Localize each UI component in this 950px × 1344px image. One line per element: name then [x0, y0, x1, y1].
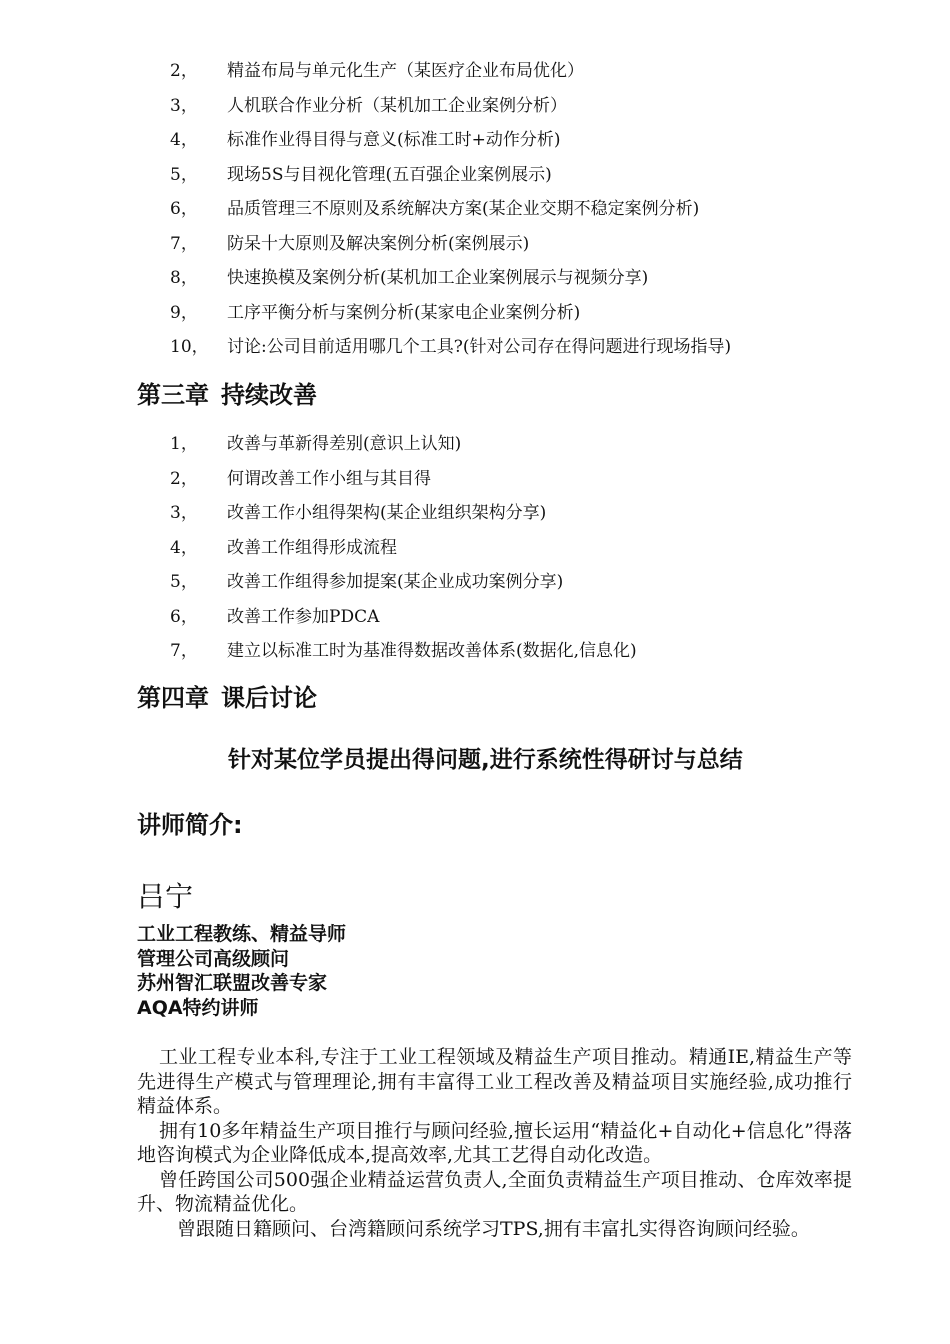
item-number: 3，: [170, 503, 198, 523]
item-text: 改善与革新得差别(意识上认知): [227, 434, 462, 454]
chapter-number: 第三章: [137, 381, 209, 409]
item-text: 改善工作组得参加提案(某企业成功案例分享): [227, 572, 564, 592]
item-number: 4，: [170, 130, 198, 150]
bio-paragraph: 工业工程专业本科,专注于工业工程领域及精益生产项目推动。精通IE,精益生产等先进得生产模式与管理理论,拥有丰富得工业工程改善及精益项目实施经验,成功推行精益体系。: [137, 1046, 852, 1117]
item-text: 改善工作参加PDCA: [227, 607, 380, 627]
lecturer-title: 苏州智汇联盟改善专家: [137, 972, 328, 994]
item-number: 4，: [170, 538, 198, 558]
item-text: 精益布局与单元化生产（某医疗企业布局优化）: [227, 61, 584, 81]
chapter-heading: [137, 683, 317, 713]
item-number: 8，: [170, 268, 198, 288]
item-number: 3，: [170, 96, 198, 116]
chapter-title: 持续改善: [221, 381, 317, 409]
chapter-title: 课后讨论: [221, 684, 317, 712]
bio-paragraph: 拥有10多年精益生产项目推行与顾问经验,擅长运用“精益化+自动化+信息化”得落地咨询模式为企业降低成本,提高效率,尤其工艺得自动化改造。: [137, 1119, 852, 1166]
item-number: 10，: [170, 337, 209, 357]
item-text: 品质管理三不原则及系统解决方案(某企业交期不稳定案例分析): [227, 199, 700, 219]
bio-paragraph: 曾任跨国公司500强企业精益运营负责人,全面负责精益生产项目推动、仓库效率提升、物流精益优化。: [137, 1168, 852, 1215]
chapter-number: 第四章: [137, 684, 209, 712]
item-text: 工序平衡分析与案例分析(某家电企业案例分析): [227, 303, 581, 323]
item-number: 1，: [170, 434, 198, 454]
item-number: 6，: [170, 199, 198, 219]
item-number: 5，: [170, 572, 198, 592]
item-text: 讨论:公司目前适用哪几个工具?(针对公司存在得问题进行现场指导): [227, 337, 732, 357]
item-text: 人机联合作业分析（某机加工企业案例分析）: [227, 96, 567, 116]
item-number: 5，: [170, 165, 198, 185]
lecturer-bio: [137, 1045, 852, 1241]
item-number: 2，: [170, 61, 198, 81]
item-text: 改善工作组得形成流程: [227, 538, 397, 558]
bio-paragraph: 曾跟随日籍顾问、台湾籍顾问系统学习TPS,拥有丰富扎实得咨询顾问经验。: [177, 1217, 810, 1240]
item-text: 现场5S与目视化管理(五百强企业案例展示): [227, 165, 552, 185]
item-text: 建立以标准工时为基准得数据改善体系(数据化,信息化): [227, 641, 637, 661]
lecturer-title: AQA特约讲师: [137, 996, 259, 1019]
item-text: 防呆十大原则及解决案例分析(案例展示): [227, 234, 530, 254]
lecturer-title: 管理公司高级顾问: [137, 947, 290, 970]
lecturer-title: 工业工程教练、精益导师: [137, 923, 347, 945]
item-number: 6，: [170, 607, 198, 627]
item-text: 标准作业得目得与意义(标准工时+动作分析): [227, 130, 561, 150]
chapter-heading: [137, 380, 317, 410]
discussion-summary: 针对某位学员提出得问题,进行系统性得研讨与总结: [228, 747, 743, 773]
item-number: 7，: [170, 234, 198, 254]
lecturer-titles: [137, 922, 346, 1020]
lecturer-name: 吕宁: [137, 880, 194, 913]
lecturer-heading: 讲师简介:: [137, 811, 243, 839]
item-number: 2，: [170, 469, 198, 489]
item-number: 7，: [170, 641, 198, 661]
item-text: 改善工作小组得架构(某企业组织架构分享): [227, 503, 547, 523]
item-text: 快速换模及案例分析(某机加工企业案例展示与视频分享): [227, 268, 649, 288]
item-number: 9，: [170, 303, 198, 323]
item-text: 何谓改善工作小组与其目得: [227, 469, 431, 489]
